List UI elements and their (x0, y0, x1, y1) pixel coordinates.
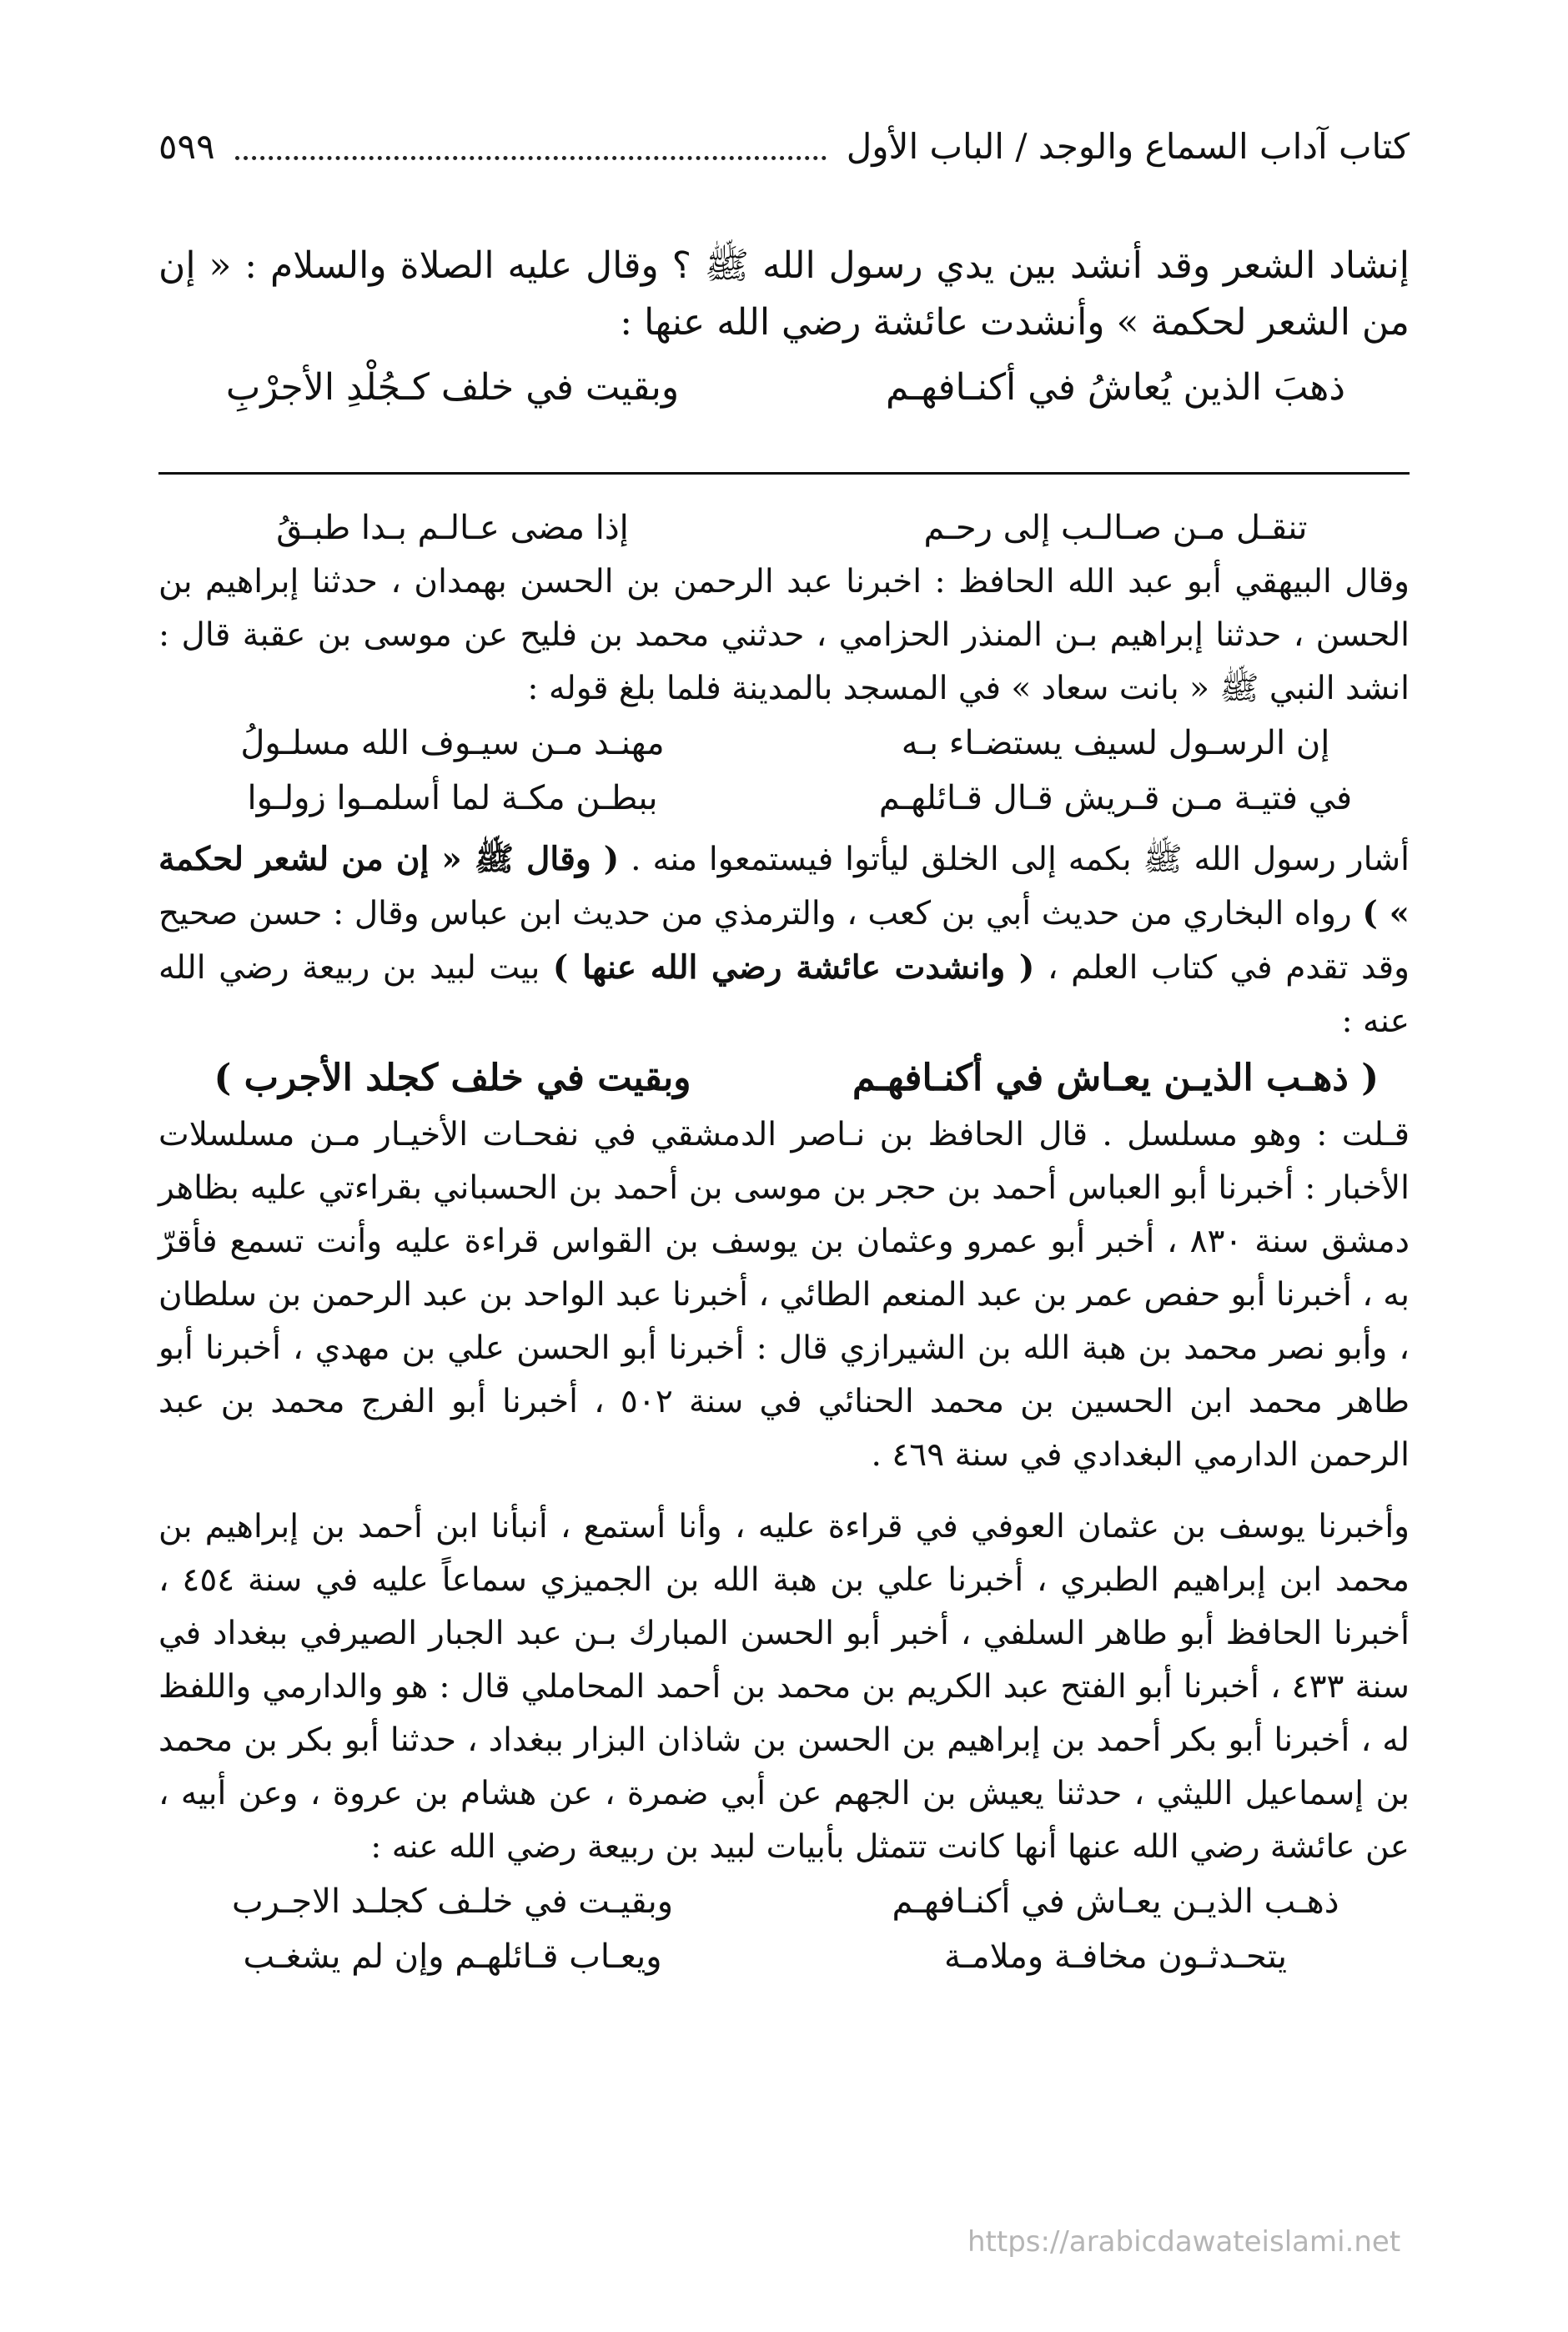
paragraph-bayhaqi: وقال البيهقي أبو عبد الله الحافظ : اخبرنا عبد الرحمن بن الحسن بهمدان ، حدثنا إبراهيم بن الحسن ، حدثنا إبراهيم بـن المنذر الحزامي ، حدثني محمد بن فليح عن موسى بن عقبة قال : انشد النبي ﷺ « بانت سعاد » في المسجد بالمدينة فلما بلغ قوله : (158, 563, 1410, 707)
verse-b2 (158, 771, 1410, 826)
main-verse (158, 358, 1410, 418)
verse-b2-second: ببطـن مكـة لما أسلمـوا زولـوا (247, 779, 658, 817)
paragraph-chain-1: قـلت : وهو مسلسل . قال الحافظ بن نـاصر الدمشقي في نفحـات الأخيـار مـن مسلسلات الأخبار : أخبرنا أبو العباس أحمد بن حجر بن موسى بن أحمد بن الحسباني بقراءتي عليه بظاهر دمشق سنة ٨٣٠ ، أخبر أبو عمرو وعثمان بن يوسف بن القواس قراءة عليه وأنت تسمع فأقرّ به ، أخبرنا أبو حفص عمر بن عبد المنعم الطائي ، أخبرنا عبد الواحد بن عبد الرحمن بن سلطان ، وأبو نصر محمد بن هبة الله بن الشيرازي قال : أخبرنا أبو الحسن علي بن مهدي ، أخبرنا أبو طاهر محمد ابن الحسين بن محمد الحنائي في سنة ٥٠٢ ، أخبرنا أبو الفرج محمد بن عبد الرحمن الدارمي البغدادي في سنة ٤٦٩ . (158, 1116, 1410, 1474)
verse-second-hemistich: وبقيت في خلف كـجُلْدِ الأجرْبِ (225, 366, 680, 409)
verse-b1-first: إن الرسـول لسيف يستضـاء بـه (901, 724, 1330, 762)
verse-d2 (158, 1929, 1410, 1984)
verse-d2-second: ويعـاب قـائلهـم وإن لم يشغـب (243, 1937, 662, 1976)
main-text (158, 238, 1410, 418)
verse-a-first: تنقـل مـن صـالـب إلى رحـم (923, 509, 1308, 547)
verse-a (158, 500, 1410, 555)
page-number: ٥٩٩ (158, 125, 215, 167)
verse-b1-second: مهنـد مـن سيـوف الله مسلـولُ (240, 724, 665, 762)
leader-dots (235, 156, 827, 160)
verse-c-second: وبقيت في خلف كجلد الأجرب ) (214, 1057, 691, 1099)
main-paragraph: إنشاد الشعر وقد أنشد بين يدي رسول الله ﷺ ؟ وقال عليه الصلاة والسلام : « إن من الشعر لحكمة » وأنشدت عائشة رضي الله عنها : (158, 244, 1410, 344)
verse-c-first: ( ذهـب الذيـن يعـاش في أكنـافهـم (852, 1057, 1380, 1099)
verse-d1 (158, 1874, 1410, 1929)
verse-c (158, 1048, 1410, 1108)
hadith-text-3: بيت لبيد بن ربيعة رضي الله عنه : (158, 949, 1410, 1040)
hadith-text-1: أشار رسول الله ﷺ بكمه إلى الخلق ليأتوا فيستمعوا منه . (619, 841, 1410, 878)
verse-d1-second: وبقيـت في خلـف كجلـد الاجـرب (231, 1882, 674, 1921)
verse-a-second: إذا مضى عـالـم بـدا طبـقُ (276, 509, 629, 547)
hadith-bold-1: ( وقال ﷺ « إن من لشعر لحكمة » ) (158, 840, 1410, 932)
separator-line (158, 472, 1410, 475)
hadith-text-2: رواه البخاري من حديث أبي بن كعب ، والترمذي من حديث ابن عباس وقال : حسن صحيح وقد تقدم في كتاب العلم ، (158, 895, 1410, 987)
paragraph-chain-2: وأخبرنا يوسف بن عثمان العوفي في قراءة عليه ، وأنا أستمع ، أنبأنا ابن أحمد بن إبراهيم بن محمد ابن إبراهيم الطبري ، أخبرنا علي بن هبة الله بن الجميزي سماعاً عليه في سنة ٤٥٤ ، أخبرنا الحافظ أبو طاهر السلفي ، أخبر أبو الحسن المبارك بـن عبد الجبار الصيرفي ببغداد في سنة ٤٣٣ ، أخبرنا أبو الفتح عبد الكريم بن محمد بن أحمد المحاملي قال : هو والدارمي واللفظ له ، أخبرنا أبو بكر أحمد بن إبراهيم بن الحسن بن شاذان البزار ببغداد ، حدثنا أبو بكر بن محمد بن إسماعيل الليثي ، حدثنا يعيش بن الجهم عن أبي ضمرة ، عن هشام بن عروة ، وعن أبيه ، عن عائشة رضي الله عنها أنها كانت تتمثل بأبيات لبيد بن ربيعة رضي الله عنه : (158, 1508, 1410, 1866)
paragraph-hadith (158, 832, 1410, 1048)
verse-b2-first: في فتيـة مـن قـريش قـال قـائلهـم (878, 779, 1353, 817)
verse-b1 (158, 716, 1410, 771)
verse-first-hemistich: ذهبَ الذين يُعاشُ في أكنـافهـم (886, 366, 1345, 409)
running-header (158, 117, 1410, 175)
source-watermark: https://arabicdawateislami.net (967, 2225, 1401, 2259)
header-title: كتاب آداب السماع والوجد / الباب الأول (846, 125, 1410, 167)
hadith-bold-2: ( وانشدت عائشة رضي الله عنها ) (552, 948, 1035, 987)
verse-d1-first: ذهـب الذيـن يعـاش في أكنـافهـم (892, 1882, 1339, 1921)
verse-d2-first: يتحـدثـون مخافـة وملامـة (944, 1937, 1287, 1976)
commentary (158, 500, 1410, 1984)
